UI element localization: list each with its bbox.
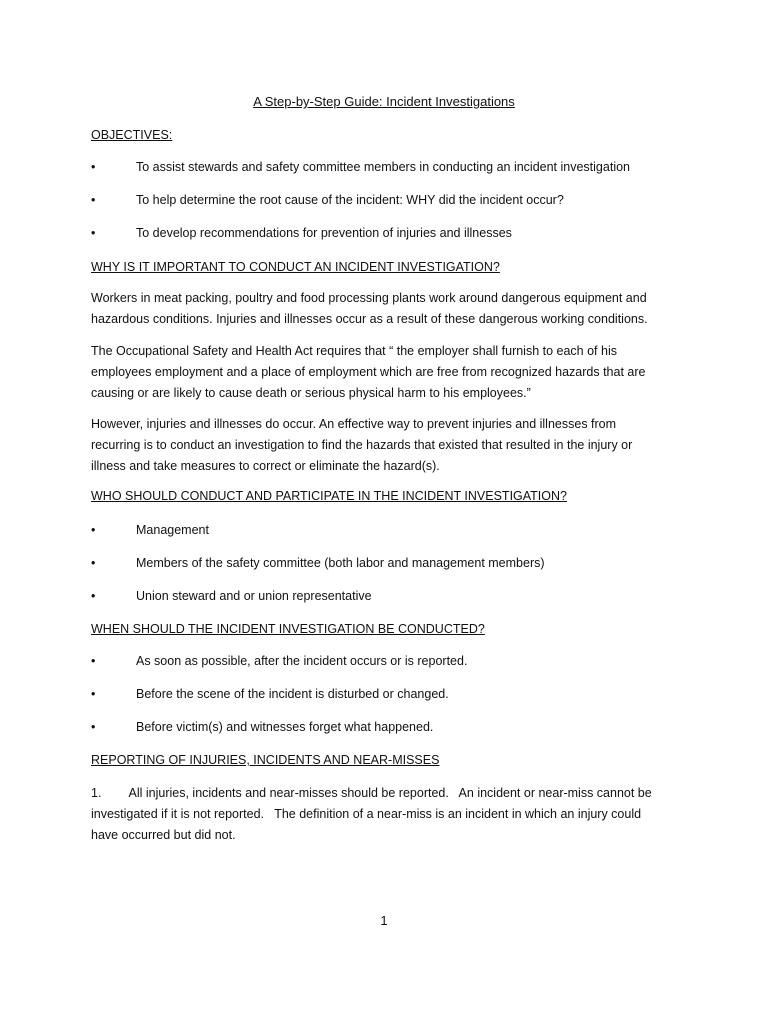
why-paragraph-1 xyxy=(91,288,681,330)
bullet-icon: • xyxy=(91,193,96,207)
objective-item-text: To assist stewards and safety committee members in conducting an incident investigation xyxy=(136,160,630,174)
paragraph-line: employees employment and a place of employment which are free from recognized hazards that are xyxy=(91,365,646,379)
reporting-heading: REPORTING OF INJURIES, INCIDENTS AND NEAR-MISSES xyxy=(91,753,440,767)
bullet-icon: • xyxy=(91,226,96,240)
when-heading: WHEN SHOULD THE INCIDENT INVESTIGATION BE CONDUCTED? xyxy=(91,622,485,636)
when-item xyxy=(91,718,691,736)
paragraph-line: investigated if it is not reported. The definition of a near-miss is an incident in which an injury could xyxy=(91,807,642,821)
when-item-text: As soon as possible, after the incident occurs or is reported. xyxy=(136,654,468,668)
when-item xyxy=(91,652,691,670)
when-item-text: Before victim(s) and witnesses forget what happened. xyxy=(136,720,434,734)
paragraph-line: illness and take measures to correct or eliminate the hazard(s). xyxy=(91,459,440,473)
paragraph-line: The Occupational Safety and Health Act requires that “ the employer shall furnish to each of his xyxy=(91,344,617,358)
who-item xyxy=(91,587,691,605)
reporting-paragraph xyxy=(91,783,681,846)
why-paragraph-3 xyxy=(91,414,681,477)
bullet-icon: • xyxy=(91,589,96,603)
document-title: A Step-by-Step Guide: Incident Investigations xyxy=(253,94,515,109)
objective-item xyxy=(91,158,691,176)
objectives-heading: OBJECTIVES: xyxy=(91,128,173,142)
why-paragraph-2 xyxy=(91,341,681,404)
why-heading: WHY IS IT IMPORTANT TO CONDUCT AN INCIDENT INVESTIGATION? xyxy=(91,260,500,274)
bullet-icon: • xyxy=(91,160,96,174)
who-item xyxy=(91,554,691,572)
objective-item-text: To help determine the root cause of the incident: WHY did the incident occur? xyxy=(136,193,564,207)
objective-item xyxy=(91,191,691,209)
when-item-text: Before the scene of the incident is disturbed or changed. xyxy=(136,687,449,701)
bullet-icon: • xyxy=(91,556,96,570)
paragraph-line: Workers in meat packing, poultry and food processing plants work around dangerous equipment and xyxy=(91,291,647,305)
objective-item xyxy=(91,224,691,242)
who-heading: WHO SHOULD CONDUCT AND PARTICIPATE IN THE INCIDENT INVESTIGATION? xyxy=(91,489,567,503)
bullet-icon: • xyxy=(91,687,96,701)
bullet-icon: • xyxy=(91,720,96,734)
paragraph-line: 1. All injuries, incidents and near-misses should be reported. An incident or near-miss cannot be xyxy=(91,786,652,800)
paragraph-line: hazardous conditions. Injuries and illnesses occur as a result of these dangerous working conditions. xyxy=(91,312,648,326)
objective-item-text: To develop recommendations for prevention of injuries and illnesses xyxy=(136,226,512,240)
paragraph-line: recurring is to conduct an investigation to find the hazards that existed that resulted in the injury or xyxy=(91,438,633,452)
who-item-text: Union steward and or union representative xyxy=(136,589,372,603)
who-item-text: Management xyxy=(136,523,209,537)
when-item xyxy=(91,685,691,703)
who-item xyxy=(91,521,691,539)
page-number: 1 xyxy=(380,913,388,928)
paragraph-line: However, injuries and illnesses do occur. An effective way to prevent injuries and illnesses from xyxy=(91,417,617,431)
who-item-text: Members of the safety committee (both labor and management members) xyxy=(136,556,545,570)
bullet-icon: • xyxy=(91,523,96,537)
bullet-icon: • xyxy=(91,654,96,668)
paragraph-line: have occurred but did not. xyxy=(91,828,236,842)
paragraph-line: causing or are likely to cause death or serious physical harm to his employees.” xyxy=(91,386,531,400)
